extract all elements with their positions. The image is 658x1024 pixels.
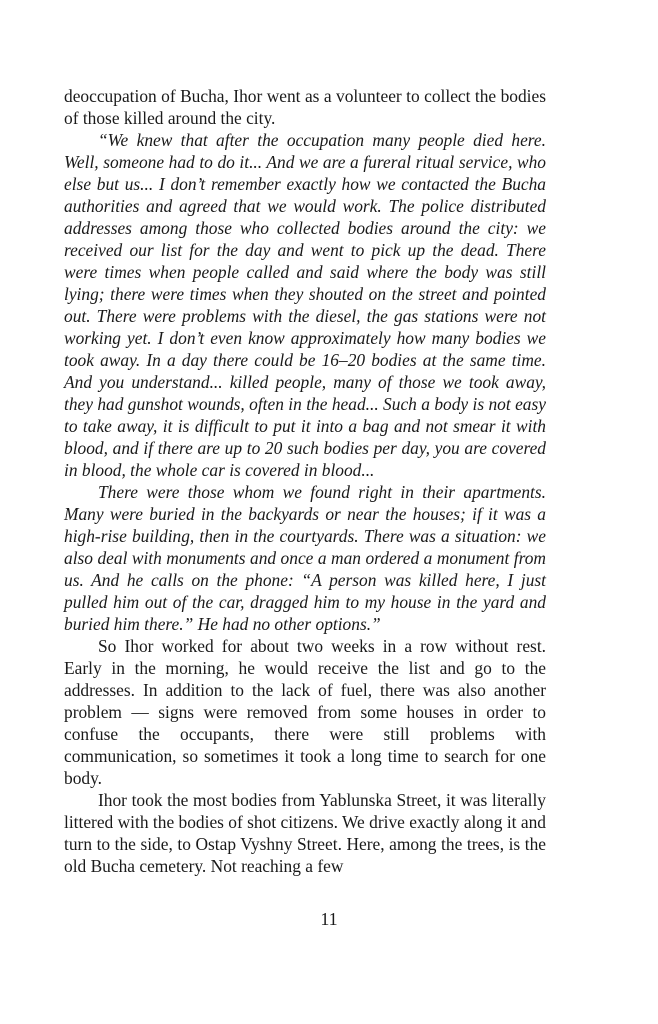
page-number: 11 xyxy=(320,909,338,929)
paragraph-2-quote: “We knew that after the occupation many people died here. Well, someone had to do it... And we are a fureral ritual service, who else but us... I don’t remember exactly how we contacted the Bucha authorities and agreed that we would work. The police distributed addresses among those who collected bodies around the city: we received our list for the day and went to pick up the dead. There were times when people called and said where the body was still lying; there were times when they shouted on the street and pointed out. There were problems with the diesel, the gas stations were not working yet. I don’t even know approximately how many bodies we took away. In a day there could be 16–20 bodies at the same time. And you understand... killed people, many of those we took away, they had gunshot wounds, often in the head... Such a body is not easy to take away, it is difficult to put it into a bag and not smear it with blood, and if there are up to 20 such bodies per day, you are covered in blood, the whole car is covered in blood... xyxy=(64,130,546,480)
body-text xyxy=(64,85,546,877)
paragraph-1: deoccupation of Bucha, Ihor went as a volunteer to collect the bodies of those killed around the city. xyxy=(64,86,546,128)
paragraph-5: Ihor took the most bodies from Yablunska Street, it was literally littered with the bodies of shot citizens. We drive exactly along it and turn to the side, to Ostap Vyshny Street. Here, among the trees, is the old Bucha cemetery. Not reaching a few xyxy=(64,790,546,876)
paragraph-3-quote: There were those whom we found right in their apartments. Many were buried in the backyards or near the houses; if it was a high-rise building, then in the courtyards. There was a situation: we also deal with monuments and once a man ordered a monument from us. And he calls on the phone: “A person was killed here, I just pulled him out of the car, dragged him to my house in the yard and buried him there.” He had no other options.” xyxy=(64,482,546,634)
paragraph-4: So Ihor worked for about two weeks in a row without rest. Early in the morning, he would receive the list and go to the addresses. In addition to the lack of fuel, there was also another problem — signs were removed from some houses in order to confuse the occupants, there were still problems with communication, so sometimes it took a long time to search for one body. xyxy=(64,636,546,788)
